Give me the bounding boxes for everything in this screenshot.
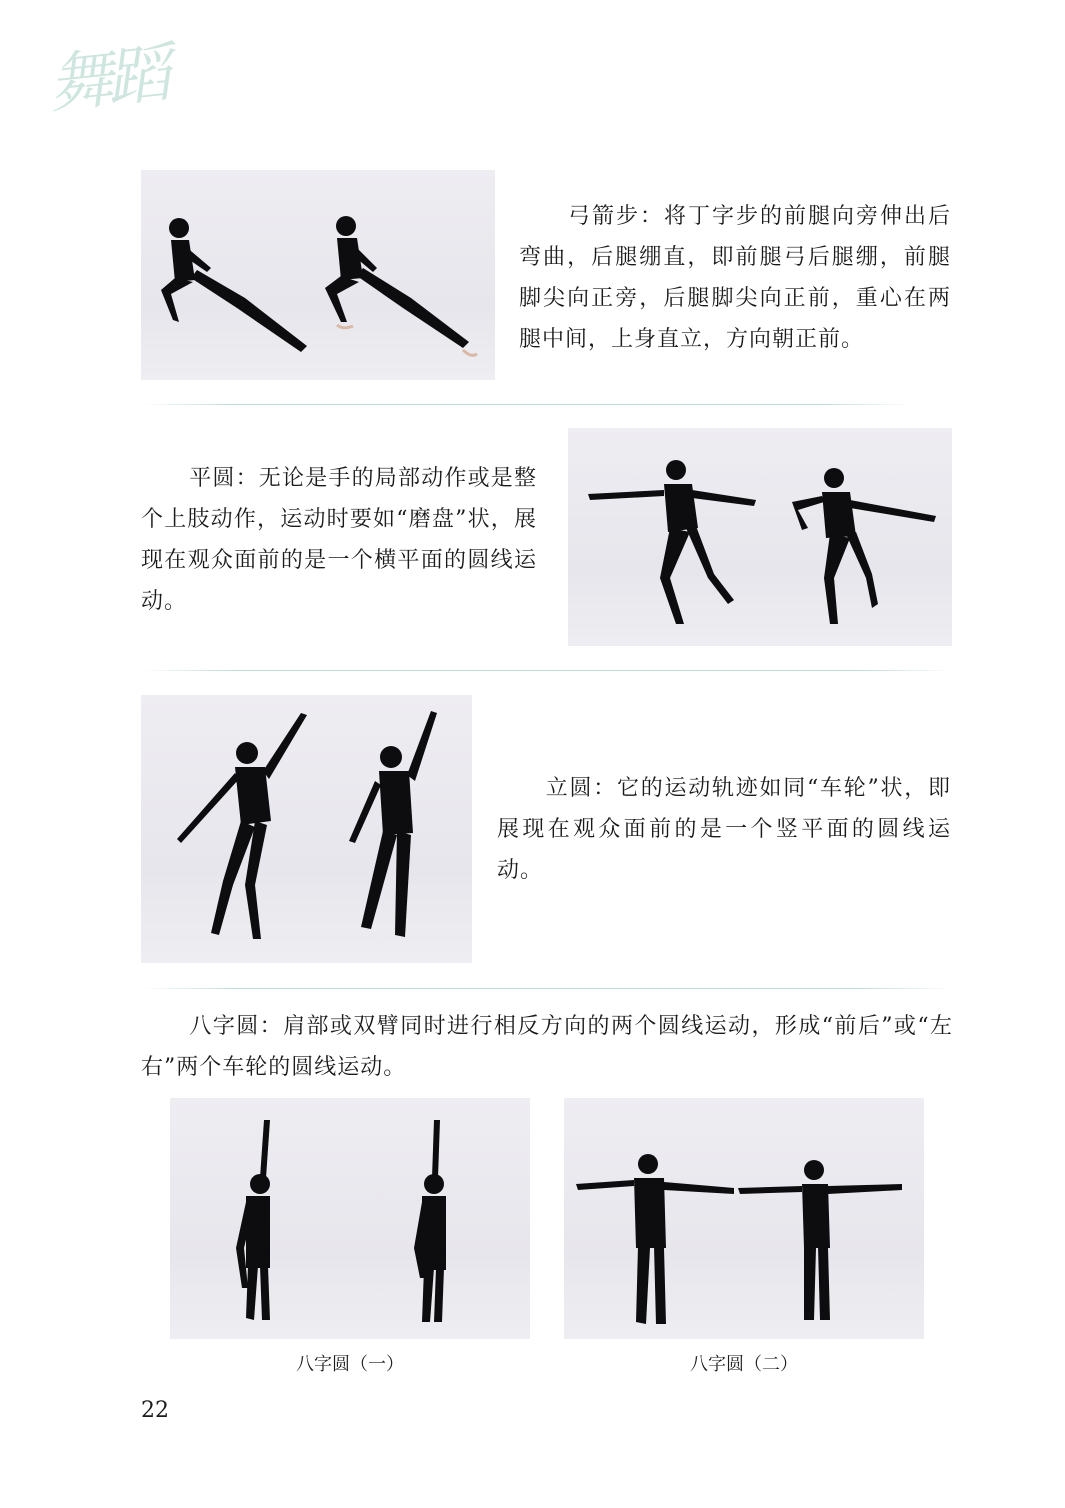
divider (141, 404, 911, 405)
paragraph-bayuan: 八字圆：肩部或双臂同时进行相反方向的两个圆线运动，形成“前后”或“左右”两个车轮的圆线运动。 (141, 1014, 953, 1080)
photo-bayuan-1 (170, 1098, 530, 1339)
divider (141, 988, 953, 989)
paragraph-pingyuan: 平圆：无论是手的局部动作或是整个上肢动作，运动时要如“磨盘”状，展现在观众面前的是一个横平面的圆线运动。 (141, 466, 537, 614)
photo-pingyuan (568, 428, 952, 646)
paragraph-liyuan: 立圆：它的运动轨迹如同“车轮”状，即展现在观众面前的是一个竖平面的圆线运动。 (497, 776, 951, 883)
divider (141, 670, 953, 671)
paragraph-gongjianbu: 弓箭步：将丁字步的前腿向旁伸出后弯曲，后腿绷直，即前腿弓后腿绷，前腿脚尖向正旁，后腿脚尖向正前，重心在两腿中间，上身直立，方向朝正前。 (519, 204, 951, 352)
page-number: 22 (141, 1398, 169, 1423)
caption-bayuan-1: 八字圆（一） (296, 1354, 404, 1375)
caption-bayuan-2: 八字圆（二） (690, 1354, 798, 1375)
photo-gongjianbu (141, 170, 495, 380)
photo-liyuan (141, 695, 472, 963)
book-logo: 舞蹈 (45, 37, 169, 123)
photo-bayuan-2 (564, 1098, 924, 1339)
